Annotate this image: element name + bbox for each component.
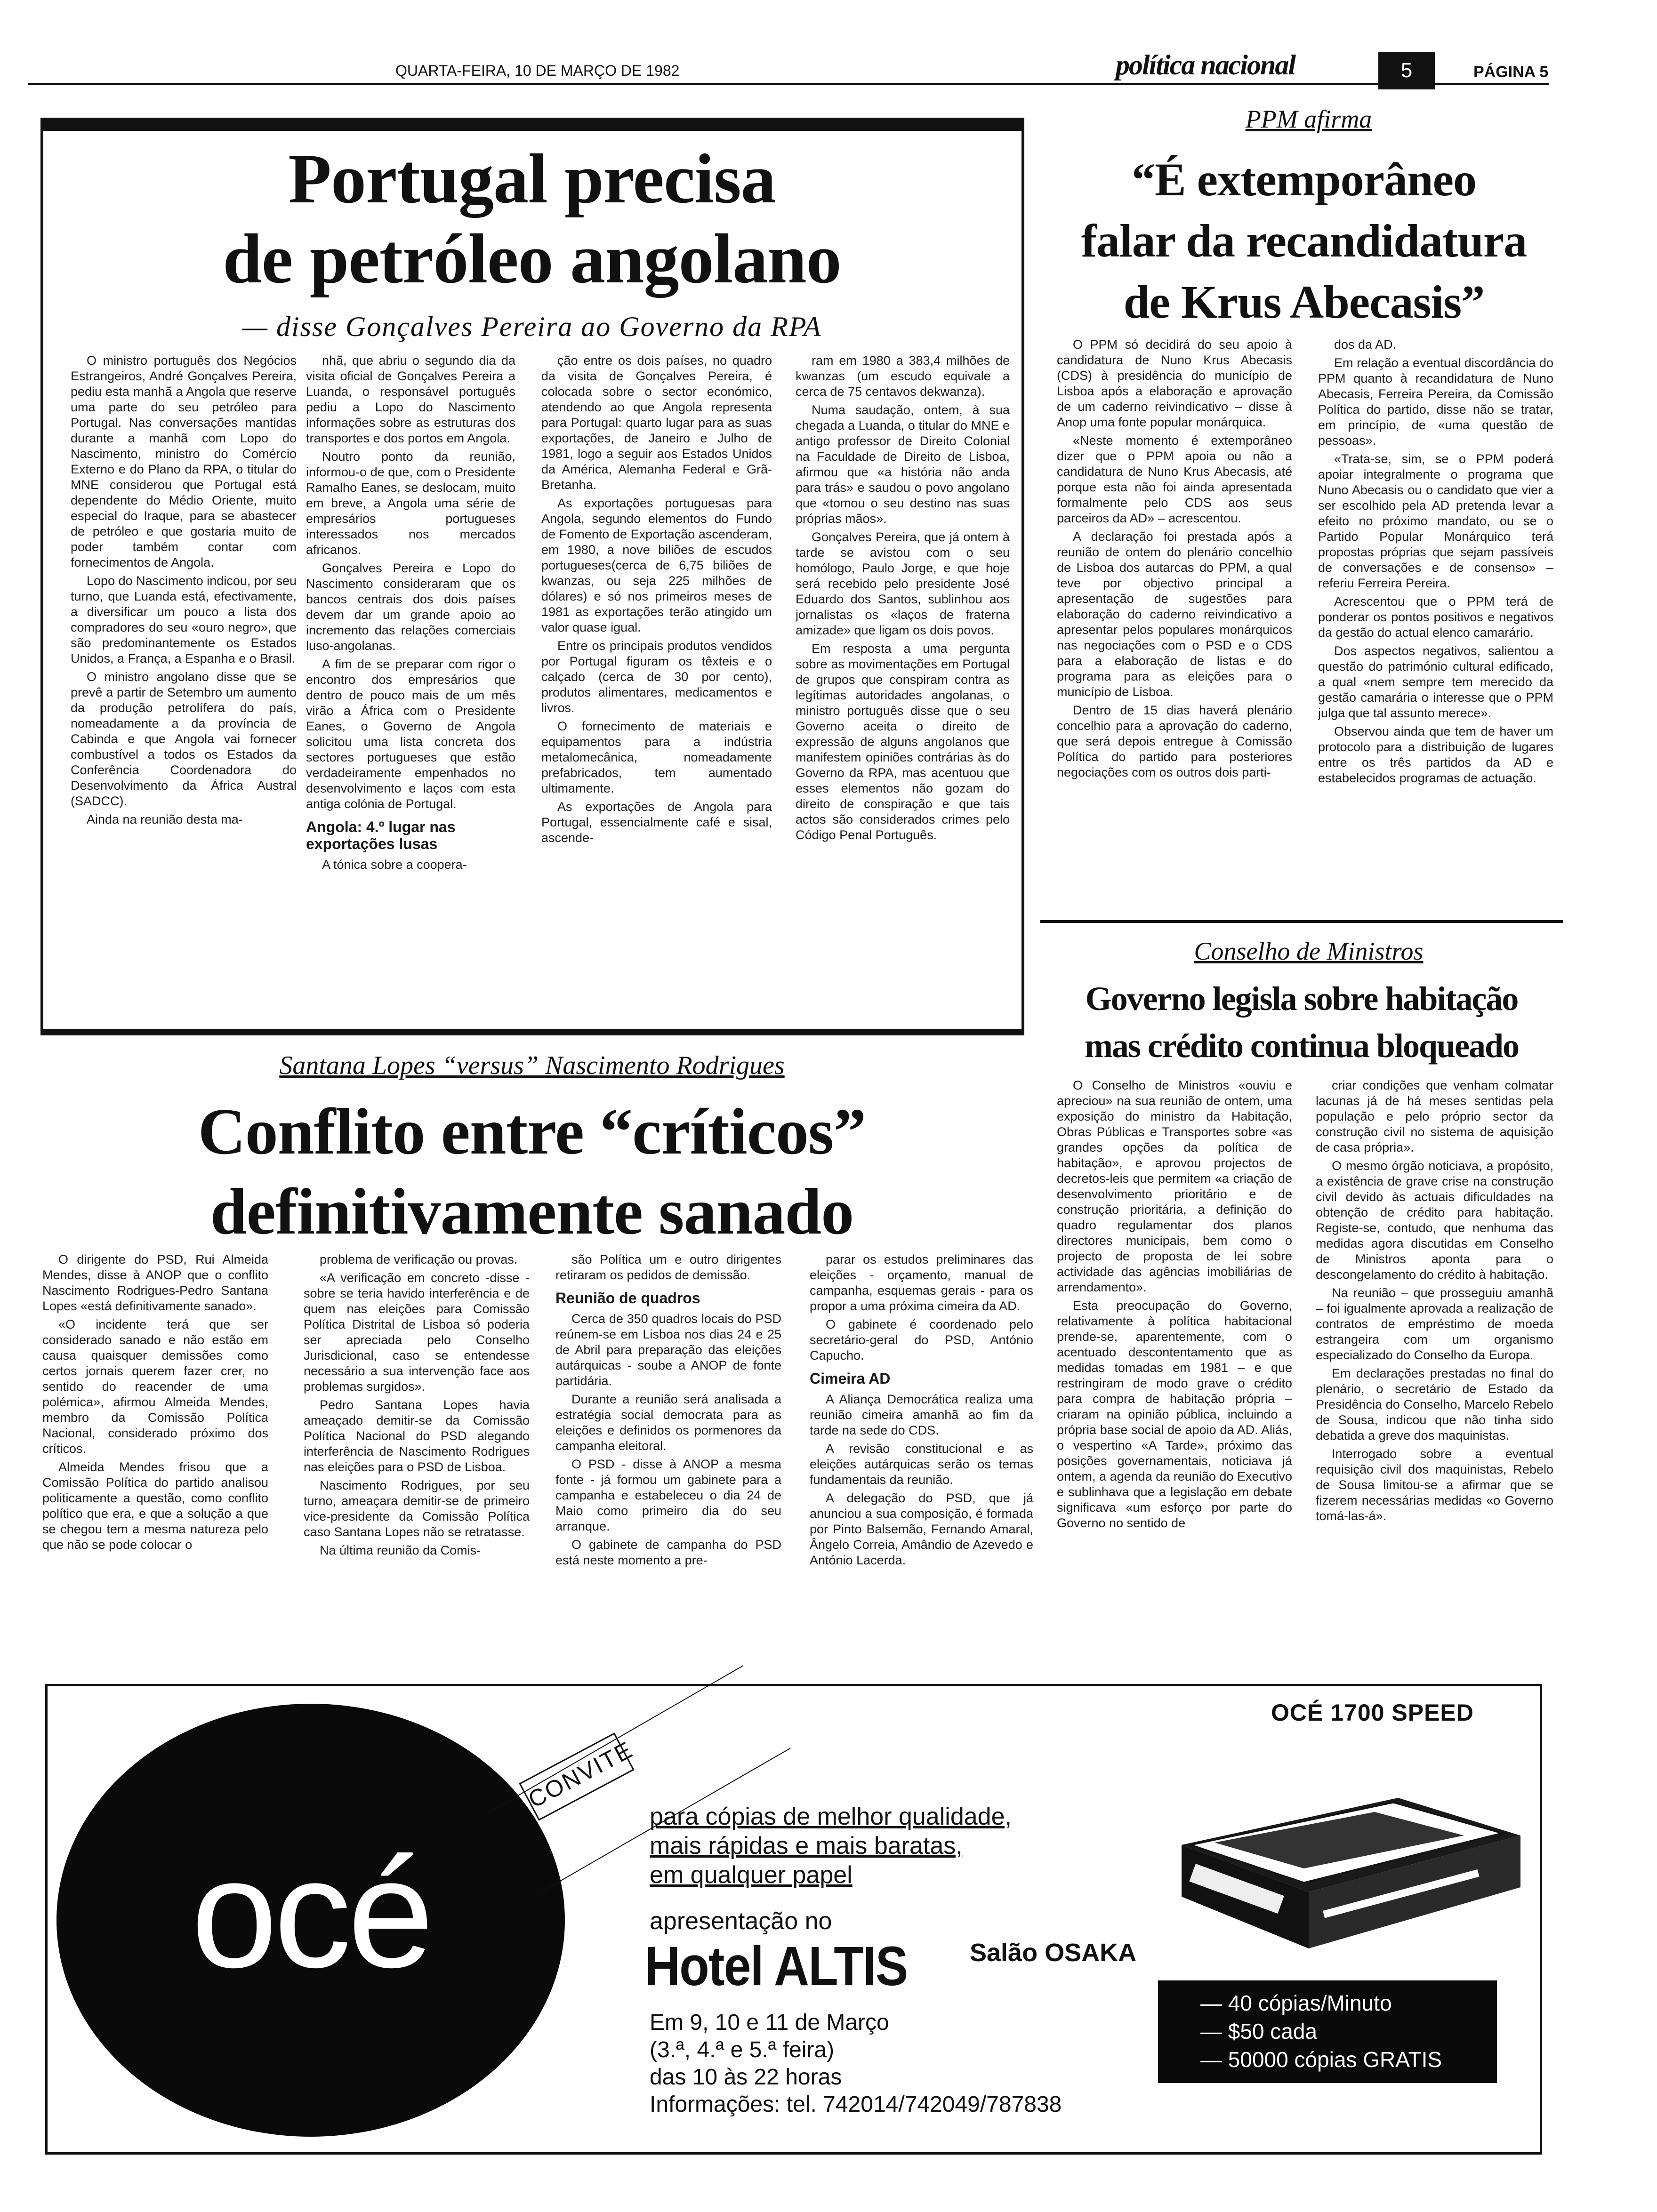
copier-icon	[1153, 1741, 1530, 1977]
paragraph: problema de verificação ou provas.	[320, 1252, 518, 1266]
paragraph: Interrogado sobre a eventual requisição civil dos maquinistas, Rebelo de Sousa limitou-se a afirmar que se fizerem necessárias medidas «o Governo tomá-las-á».	[1316, 1447, 1553, 1523]
convite-stamp-label: CONVITE	[523, 1736, 638, 1813]
article4-subheading: Reunião de quadros	[555, 1290, 700, 1306]
paragraph: O ministro angolano disse que se prevê a partir de Setembro um aumento da produção petrolífera do país, nomeadamente a da província de Cabinda e que Angola vai fornecer combustível a todos os Estados da Conferência Coordenadora do Desenvolvimento da África Austral (SADCC).	[71, 670, 297, 808]
masthead-date: QUARTA-FEIRA, 10 DE MARÇO DE 1982	[395, 62, 680, 79]
paragraph: Acrescentou que o PPM terá de ponderar os pontos positivos e negativos da gestão do actual elenco camarário.	[1318, 594, 1553, 640]
paragraph: O gabinete é coordenado pelo secretário-geral do PSD, António Capucho.	[810, 1317, 1033, 1362]
paragraph: ram em 1980 a 383,4 milhões de kwanzas (um escudo equivale a cerca de 75 centavos dekwanza).	[796, 353, 1010, 399]
paragraph: As exportações de Angola para Portugal, essencialmente café e sisal, ascende-	[541, 800, 772, 845]
article3-title-line1: Governo legisla sobre habitação	[1085, 980, 1518, 1018]
article1-column-4	[796, 353, 1010, 1007]
article2-column-2	[1318, 337, 1553, 906]
paragraph: Em relação a eventual discordância do PPM quanto à recandidatura de Nuno Abecasis, Ferreira Pereira, da Comissão Política do partido, disse não se tratar, em princípio, de «uma questão de pessoas».	[1318, 356, 1553, 448]
ad-dates: Em 9, 10 e 11 de Março	[650, 2010, 889, 2035]
paragraph: A revisão constitucional e as eleições autárquicas serão os temas fundamentais da reunião.	[810, 1442, 1033, 1487]
paragraph: Cerca de 350 quadros locais do PSD reúnem-se em Lisboa nos dias 24 e 25 de Abril para preparação das eleições autárquicas - soube a ANOP de fonte partidária.	[555, 1312, 781, 1388]
ad-model-title: OCÉ 1700 SPEED	[1271, 1699, 1474, 1726]
article3-column-2	[1316, 1078, 1553, 1619]
article4-title-line1: Conflito entre “críticos”	[198, 1095, 866, 1168]
paragraph: «Neste momento é extemporâneo dizer que o PPM apoia ou não a candidatura de Nuno Krus Abecasis, até porque esta não foi ainda apresentada formalmente pelo CDS aos seus parceiros da AD» – acrescentou.	[1057, 433, 1292, 525]
divider	[1040, 920, 1563, 923]
article3-title-line2: mas crédito continua bloqueado	[1084, 1027, 1519, 1065]
ad-salon-name: Salão OSAKA	[970, 1939, 1137, 1967]
paragraph: Observou ainda que tem de haver um protocolo para a distribuição de lugares entre os três partidos da AD e estabelecidos programas de actuação.	[1318, 724, 1553, 785]
copier-machine-image	[1153, 1741, 1530, 1977]
paragraph: Gonçalves Pereira, que já ontem à tarde se avistou com o seu homólogo, Paulo Jorge, e que hoje será recebido pelo presidente José Eduardo dos Santos, sublinhou aos jornalistas os «laços de fraterna amizade» que ligam os dois povos.	[796, 530, 1010, 637]
ad-tagline-2: mais rápidas e mais baratas,	[650, 1832, 963, 1859]
paragraph: dos da AD.	[1334, 337, 1397, 352]
section-logo-icon: 5	[1378, 52, 1435, 89]
paragraph: Lopo do Nascimento indicou, por seu turno, que Luanda está, efectivamente, a diversificar um pouco a lista dos compradores do seu «ouro negro», que são predominantemente os Estados Unidos, a França, a Espanha e o Brasil.	[71, 574, 297, 665]
page-number: PÁGINA 5	[1473, 63, 1549, 81]
paragraph: Nascimento Rodrigues, por seu turno, ameaçara demitir-se de primeiro vice-presidente da Comissão Política caso Santana Lopes não se retratasse.	[304, 1478, 530, 1539]
paragraph: Numa saudação, ontem, à sua chegada a Luanda, o titular do MNE e antigo professor de Direito Colonial na Faculdade de Direito de Lisboa, afirmou que «a história não anda para trás» e saudou o povo angolano que «tomou o seu destino nas suas próprias mãos».	[796, 403, 1010, 526]
ad-tagline-1: para cópias de melhor qualidade,	[650, 1803, 1012, 1830]
paragraph: Ainda na reunião desta ma-	[87, 812, 243, 826]
paragraph: Entre os principais produtos vendidos por Portugal figuram os têxteis e o calçado (cerca de 30 por cento), produtos alimentares, medicamentos e livros.	[541, 639, 772, 715]
ad-spec-price: — $50 cada	[1200, 2019, 1318, 2044]
paragraph: As exportações portuguesas para Angola, segundo elementos do Fundo de Fomento de Exportação ascenderam, em 1980, a nove biliões de escudos portugueses(cerca de 6,75 biliões de kwanzas, ou seja 225 milhões de dólares) e só nos primeiros meses de 1981 as exportações terão atingido um valor quase igual.	[541, 496, 772, 634]
paragraph: nhã, que abriu o segundo dia da visita oficial de Gonçalves Pereira a Luanda, o responsável português pediu a Lopo do Nascimento informações sobre as estruturas dos transportes e dos portos em Angola.	[306, 353, 515, 445]
article1-title-line1: Portugal precisa	[288, 140, 776, 218]
oce-logo	[56, 1704, 565, 2137]
paragraph: O gabinete de campanha do PSD está neste momento a pre-	[555, 1538, 781, 1567]
paragraph: O PSD - disse à ANOP a mesma fonte - já formou um gabinete para a campanha e estabeleceu o dia 24 de Maio como primeiro dia do seu arranque.	[555, 1457, 781, 1533]
article2-title-line3: de Krus Abecasis”	[1123, 276, 1485, 328]
paragraph: A fim de se preparar com rigor o encontro dos empresários que dentro de pouco mais de um mês virão a África com o Presidente Eanes, o Governo de Angola solicitou uma lista concreta dos sectores portugueses que estão verdadeiramente empenhados no desenvolvimento e laços com esta antiga colónia de Portugal.	[306, 657, 515, 811]
ad-specs-box	[1158, 1980, 1497, 2083]
ad-info-phone: Informações: tel. 742014/742049/787838	[650, 2092, 1062, 2117]
article4-column-4	[810, 1252, 1033, 1652]
article2-title-line1: “É extemporâneo	[1131, 153, 1477, 206]
paragraph: parar os estudos preliminares das eleições - orçamento, manual de campanha, esquemas gerais - para os propor a uma próxima cimeira da AD.	[810, 1252, 1033, 1313]
paragraph: O ministro português dos Negócios Estrangeiros, André Gonçalves Pereira, pediu esta manhã a Angola que reserve uma parte do seu petróleo para Portugal. Nas conversações mantidas durante a manhã com Lopo do Nascimento, ministro do Comércio Externo e do Plano da RPA, o titular do MNE considerou que Portugal está dependente do Médio Oriente, muito especial do Iraque, para se abastecer de petróleo e que gostaria muito de poder também contar com fornecimentos de Angola.	[71, 353, 297, 569]
paragraph: Em declarações prestadas no final do plenário, o secretário de Estado da Presidência do Conselho, Marcelo Rebelo de Sousa, indicou que não tinha sido debatida a greve dos maquinistas.	[1316, 1366, 1553, 1443]
paragraph: «Trata-se, sim, se o PPM poderá apoiar integralmente o programa que Nuno Abecasis ou o candidato que vier a ser escolhido pela AD pretenda levar a efeito no próximo mandato, ou se o Partido Popular Monárquico terá propostas próprias que sejam passíveis de conversações e de consenso» – referiu Ferreira Pereira.	[1318, 452, 1553, 590]
paragraph: Na última reunião da Comis-	[320, 1543, 481, 1557]
article2-title-line2: falar da recandidatura	[1081, 215, 1527, 267]
paragraph: Na reunião – que prosseguiu amanhã – foi igualmente aprovada a realização de contratos de empréstimo de moeda estrangeira com um organismo especializado do Conselho da Europa.	[1316, 1286, 1553, 1362]
article1-column-3	[541, 353, 772, 1007]
paragraph: O Conselho de Ministros «ouviu e apreciou» na sua reunião de ontem, uma exposição do ministro da Habitação, Obras Públicas e Transportes sobre «as grandes opções da política de habitação», e aprovou projectos de decretos-leis que permitem «a criação de desenvolvimento prioritário e de construção prioritária, a definição do quadro regulamentar dos planos directores municipais, bem como o projecto de proposta de lei sobre actividade das agências imobiliárias de arrendamento».	[1057, 1078, 1292, 1294]
masthead-rule	[28, 83, 1549, 85]
box-rule-bottom	[40, 1029, 1024, 1035]
paragraph: Almeida Mendes frisou que a Comissão Política do partido analisou politicamente a questão, como conflito político que era, e que a solução a que se chegou tem a mesma natureza pelo que não se pode colocar o	[42, 1460, 268, 1552]
paragraph: A Aliança Democrática realiza uma reunião cimeira amanhã ao fim da tarde na sede do CDS.	[810, 1392, 1033, 1437]
article4-column-3	[555, 1252, 781, 1652]
paragraph: Esta preocupação do Governo, relativamente à política habitacional prende-se, aparentemente, com o acentuado descontentamento que as medidas tomadas em 1981 – e que restringiram de modo grave o crédito para compra de habitação própria – criaram na opinião pública, incluindo a própria base social de apoio da AD. Aliás, o vespertino «A Tarde», próximo das posições governamentais, noticiava já ontem, a agenda da reunião do Executivo e sublinhava que a legislação em debate significava «um esforço por parte do Governo no sentido de	[1057, 1298, 1292, 1530]
article1-column-2	[306, 353, 515, 1007]
paragraph: A declaração foi prestada após a reunião de ontem do plenário concelhio de Lisboa dos autarcas do PPM, a qual teve por objectivo principal a apresentação de sugestões para elaboração do caderno reivindicativo a apresentar pelos populares monárquicos nas negociações com o PSD e o CDS para a elaboração de listas e do programa para as eleições para o município de Lisboa.	[1057, 529, 1292, 699]
section-title: política nacional	[1116, 49, 1295, 80]
paragraph: O PPM só decidirá do seu apoio à candidatura de Nuno Krus Abecasis (CDS) à presidência do município de Lisboa após a elaboração e aprovação de um caderno reivindicativo – disse à Anop uma fonte popular monárquica.	[1057, 337, 1292, 429]
paragraph: criar condições que venham colmatar lacunas já de há meses sentidas pela população e pelo próprio sector da construção civil no sistema de aquisição de casa própria».	[1316, 1078, 1553, 1154]
article1-column-1	[71, 353, 297, 1007]
paragraph: Em resposta a uma pergunta sobre as movimentações em Portugal de grupos que conspiram contra as legítimas autoridades angolanas, o ministro português disse que o seu Governo aceita o direito de expressão de alguns angolanos que manifestem opiniões contrárias às do Governo da RPA, mas acentuou que esses elementos não gozam do direito de conspiração e que tais actos são considerados crimes pelo Código Penal Português.	[796, 641, 1010, 842]
box-rule-left	[40, 118, 43, 1035]
paragraph: Gonçalves Pereira e Lopo do Nascimento consideraram que os bancos centrais dos dois países devem dar um grande apoio ao incremento das relações comerciais luso-angolanas.	[306, 561, 515, 653]
paragraph: A tónica sobre a coopera-	[322, 858, 467, 872]
paragraph: são Política um e outro dirigentes retiraram os pedidos de demissão.	[555, 1252, 781, 1282]
oce-logo-text: océ	[191, 1826, 431, 2000]
paragraph: O dirigente do PSD, Rui Almeida Mendes, disse à ANOP que o conflito Nascimento Rodrigues-Pedro Santana Lopes «está definitivamente sanado».	[42, 1252, 268, 1313]
paragraph: Durante a reunião será analisada a estratégia social democrata para as eleições e definidos os pormenores da campanha eleitoral.	[555, 1392, 781, 1453]
article4-column-1	[42, 1252, 268, 1652]
paragraph: Pedro Santana Lopes havia ameaçado demitir-se da Comissão Política Nacional do PSD alegando interferência de Nascimento Rodrigues nas eleições para o PSD de Lisboa.	[304, 1398, 530, 1474]
ad-hotel-name: Hotel ALTIS	[645, 1935, 908, 1997]
ad-presentation: apresentação no	[650, 1907, 832, 1935]
article1-title-line2: de petróleo angolano	[223, 220, 841, 298]
article3-kicker: Conselho de Ministros	[1194, 937, 1424, 965]
ad-days: (3.ª, 4.ª e 5.ª feira)	[650, 2037, 835, 2062]
article4-kicker: Santana Lopes “versus” Nascimento Rodrigues	[279, 1051, 785, 1080]
paragraph: «O incidente terá que ser considerado sanado e não estão em causa quaisquer demissões como certos jornais querem fazer crer, no sentido do reacender de uma polémica», afirmou Almeida Mendes, membro da Comissão Política Nacional, considerado próximo dos críticos.	[42, 1317, 268, 1456]
article2-kicker: PPM afirma	[1245, 105, 1372, 133]
article1-subtitle: — disse Gonçalves Pereira ao Governo da RPA	[242, 311, 822, 342]
box-rule-top	[40, 118, 1024, 131]
article4-column-2	[304, 1252, 530, 1652]
paragraph: Noutro ponto da reunião, informou-o de que, com o Presidente Ramalho Eanes, se deslocam, muito em breve, a Angola uma série de empresários portugueses interessados nos mercados africanos.	[306, 449, 515, 557]
box-rule-right	[1022, 118, 1024, 1035]
paragraph: O fornecimento de materiais e equipamentos para a indústria metalomecânica, nomeadamente prefabricados, tem aumentado ultimamente.	[541, 719, 772, 795]
paragraph: Dentro de 15 dias haverá plenário concelhio para a aprovação do caderno, que será depois entregue à Comissão Política do partido para posteriores negociações com os outros dois parti-	[1057, 703, 1292, 779]
paragraph: O mesmo órgão noticiava, a propósito, a existência de grave crise na construção civil devido às actuais dificuldades na obtenção de crédito para habitação. Registe-se, contudo, que nenhuma das medidas agora discutidas em Conselho de Ministros aponta para o descongelamento do crédito à habitação.	[1316, 1159, 1553, 1282]
ad-hours: das 10 às 22 horas	[650, 2065, 842, 2090]
paragraph: ção entre os dois países, no quadro da visita de Gonçalves Pereira, é colocada sobre o sector económico, atendendo ao que Angola representa para Portugal: quarto lugar para as suas exportações, de Janeiro e Julho de 1981, logo a seguir aos Estados Unidos da América, Alemanha Federal e Grã-Bretanha.	[541, 353, 772, 492]
paragraph: A delegação do PSD, que já anunciou a sua composição, é formada por Pinto Balsemão, Fernando Amaral, Ângelo Correia, Amândio de Azevedo e António Lacerda.	[810, 1491, 1033, 1567]
paragraph: Dos aspectos negativos, salientou a questão do património cultural edificado, a qual «nem sempre tem merecido da gestão camarária o interesse que o PPM julga que tal assunto merece».	[1318, 644, 1553, 720]
ad-tagline-3: em qualquer papel	[650, 1861, 853, 1889]
article3-column-1	[1057, 1078, 1292, 1619]
article4-subheading: Cimeira AD	[810, 1370, 891, 1387]
article1-subheading: Angola: 4.º lugar nas exportações lusas	[306, 818, 456, 852]
ad-spec-copies-per-minute: — 40 cópias/Minuto	[1200, 1991, 1392, 2015]
ad-spec-free-copies: — 50000 cópias GRATIS	[1200, 2047, 1442, 2072]
article4-title-line2: definitivamente sanado	[210, 1175, 854, 1248]
paragraph: «A verificação em concreto -disse - sobre se teria havido interferência e de quem nas eleições para Comissão Política Distrital de Lisboa só poderia ser apreciada pelo Conselho Jurisdicional, caso se entendesse necessário a sua intervenção face aos problemas surgidos».	[304, 1271, 530, 1394]
article2-column-1	[1057, 337, 1292, 906]
